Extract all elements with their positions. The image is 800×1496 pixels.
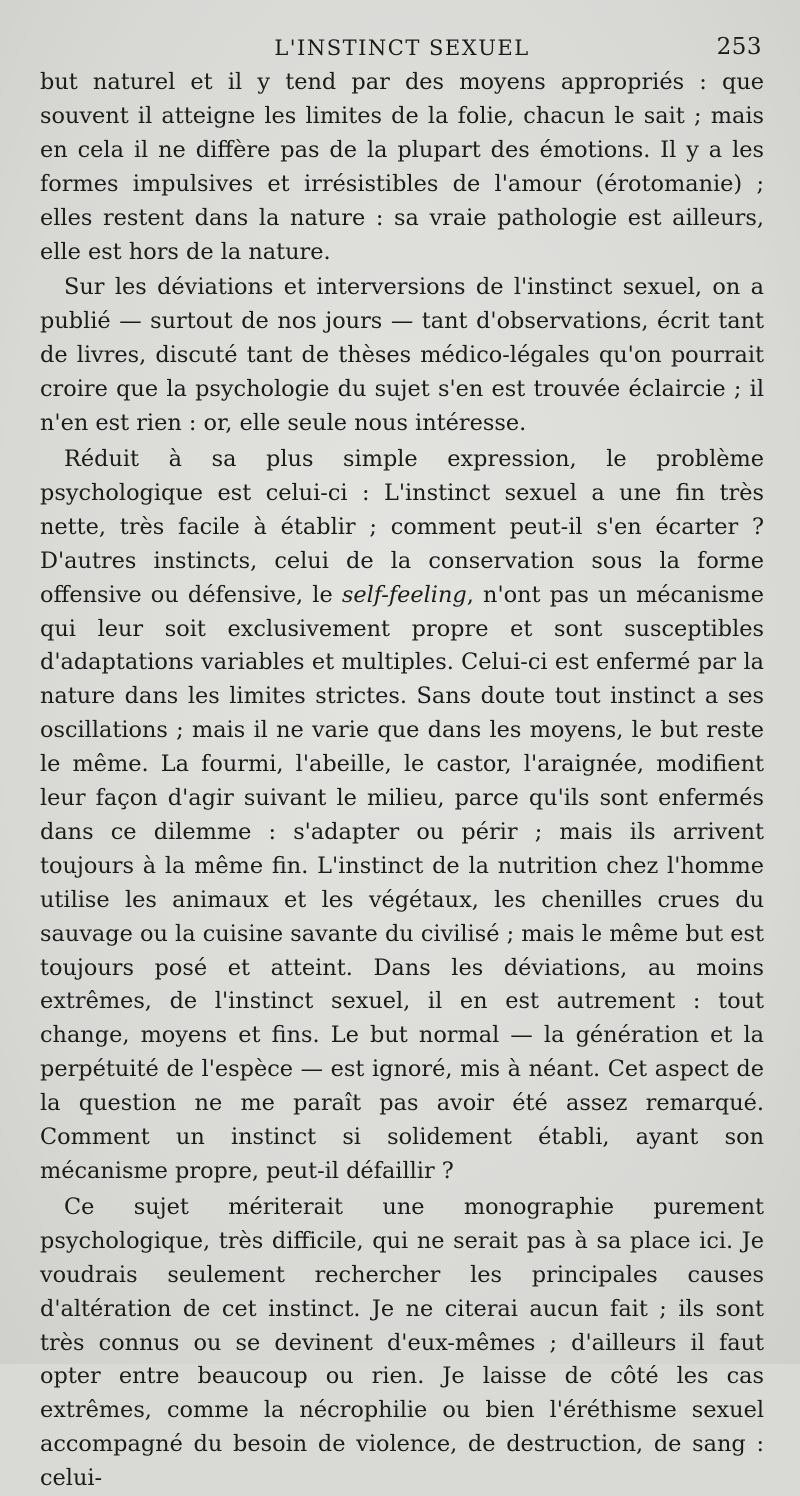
paragraph-4: Ce sujet mériterait une monographie purement psychologique, très difficile, qui ne serait pas à sa place ici. Je voudrais seulement rechercher les principales causes d'altération de cet instinct. Je ne citerai aucun fait ; ils sont très connus ou se devinent d'eux-mêmes ; d'ailleurs il faut opter entre beaucoup ou rien. Je laisse de côté les cas extrêmes, comme la nécrophilie ou bien l'éréthisme sexuel accompagné du besoin de violence, de destruction, de sang : celui- bbox=[40, 1193, 764, 1492]
paragraph-3-text-after: , n'ont pas un mécanisme qui leur soit exclusivement propre et sont susceptibles d'adaptations variables et multiples. Celui-ci est enfermé par la nature dans les limites strictes. Sans doute tout instinct a ses oscillations ; mais il ne varie que dans les moyens, le but reste le même. La fourmi, l'abeille, le castor, l'araignée, modifient leur façon d'agir suivant le milieu, parce qu'ils sont enfermés dans ce dilemme : s'adapter ou périr ; mais ils arrivent toujours à la même fin. L'instinct de la nutrition chez l'homme utilise les animaux et les végétaux, les chenilles crues du sauvage ou la cuisine savante du civilisé ; mais le même but est toujours posé et atteint. Dans les déviations, au moins extrêmes, de l'instinct sexuel, il en est autrement : tout change, moyens et fins. Le but normal — la génération et la perpétuité de l'espèce — est ignoré, mis à néant. Cet aspect de la question ne me paraît pas avoir été assez remarqué. Comment un instinct si solidement établi, ayant son mécanisme propre, peut-il défaillir ? bbox=[40, 581, 764, 1184]
paragraph-1: but naturel et il y tend par des moyens appropriés : que souvent il atteigne les limites de la folie, chacun le sait ; mais en cela il ne diffère pas de la plupart des émotions. Il y a les formes impulsives et irrésistibles de l'amour (érotomanie) ; elles restent dans la nature : sa vraie pathologie est ailleurs, elle est hors de la nature. bbox=[40, 69, 764, 265]
paragraph-2: Sur les déviations et interversions de l'instinct sexuel, on a publié — surtout de nos jours — tant d'observations, écrit tant de livres, discuté tant de thèses médico-légales qu'on pourrait croire que la psychologie du sujet s'en est trouvée éclaircie ; il n'en est rien : or, elle seule nous intéresse. bbox=[40, 274, 764, 437]
italic-term-self-feeling: self-feeling bbox=[341, 581, 467, 608]
body-text bbox=[40, 66, 764, 1496]
paragraph-3-text-before: Réduit à sa plus simple expression, le problème psychologique est celui-ci : L'instinct sexuel a une fin très nette, très facile à établir ; comment peut-il s'en écarter ? D'autres instincts, celui de la conservation sous la forme offensive ou défensive, le bbox=[40, 445, 764, 608]
page-number: 253 bbox=[716, 34, 762, 60]
running-title: L'INSTINCT SEXUEL bbox=[274, 36, 530, 60]
running-head bbox=[40, 30, 764, 66]
paragraph-3 bbox=[40, 443, 764, 1189]
